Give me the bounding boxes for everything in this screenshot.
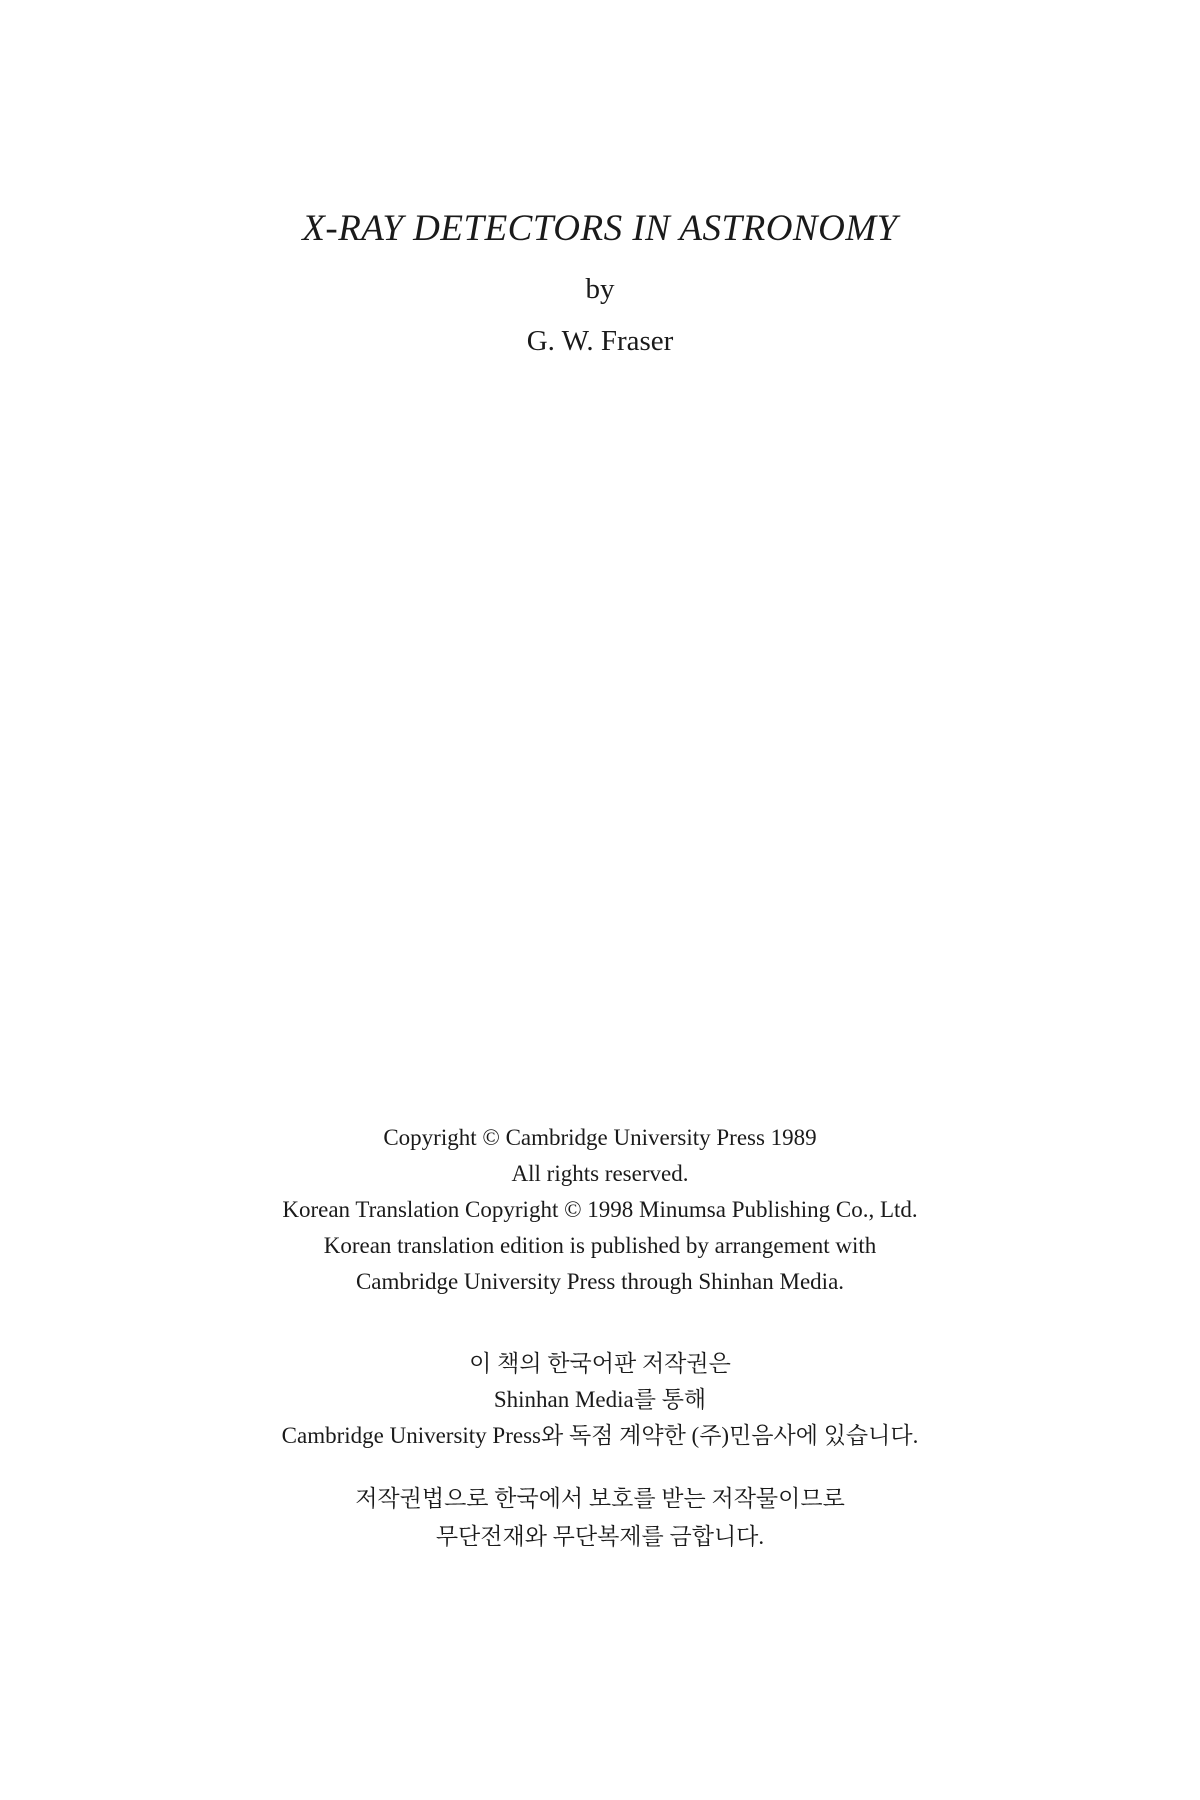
copyright-line: Copyright © Cambridge University Press 1989 [383, 1125, 817, 1150]
by-line: by [585, 273, 615, 305]
copyright-line: Cambridge University Press through Shinhan Media. [355, 1269, 845, 1294]
author-name: G. W. Fraser [526, 325, 674, 357]
copyright-line: All rights reserved. [511, 1161, 689, 1186]
copyright-block [0, 1120, 1200, 1300]
korean-rights-line: Cambridge University Press와 독점 계약한 (주)민음사에 있습니다. [281, 1423, 919, 1448]
korean-rights-line: 이 책의 한국어판 저작권은 [469, 1351, 731, 1376]
copyright-notice-block [0, 1480, 1200, 1556]
notice-line: 저작권법으로 한국에서 보호를 받는 저작물이므로 [355, 1486, 845, 1511]
korean-rights-line: Shinhan Media를 통해 [493, 1387, 707, 1412]
notice-line: 무단전재와 무단복제를 금합니다. [435, 1524, 765, 1549]
title-block [0, 205, 1200, 361]
korean-rights-block [0, 1346, 1200, 1454]
book-title: X-RAY DETECTORS IN ASTRONOMY [302, 208, 898, 249]
copyright-line: Korean translation edition is published by arrangement with [323, 1233, 877, 1258]
copyright-line: Korean Translation Copyright © 1998 Minumsa Publishing Co., Ltd. [282, 1197, 918, 1222]
